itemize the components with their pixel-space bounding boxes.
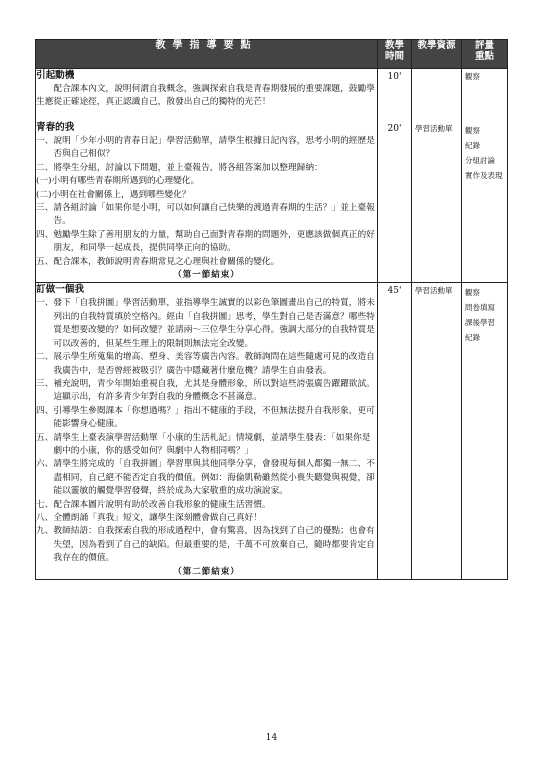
custom-self-item: 九、教師結語：自我探索自我的形成過程中，會有驚喜，因為找到了自己的優點；也會有失望，因為看到了自己的缺陷。但最重要的是，千萬不可放棄自己，隨時都要肯定自我存在的價值。 <box>36 526 375 564</box>
custom-self-item: 四、引導學生參閱課本「你想過嗎？」指出不健康的手段，不但無法提升自我形象，更可能影響身心健康。 <box>36 405 375 430</box>
period-two-content <box>36 283 378 580</box>
header-eval-line1: 評量 <box>474 40 494 51</box>
header-time-line1: 教學 <box>384 40 404 51</box>
period-one-end: （第一節結束） <box>173 270 240 281</box>
time-custom-self: 45' <box>387 286 402 297</box>
section-title-motivation: 引起動機 <box>36 70 75 81</box>
eval-custom-1: 觀察 <box>465 288 480 298</box>
eval-custom-3: 課後學習 <box>465 318 495 328</box>
period-one-content <box>36 69 378 283</box>
period-two-evaluation <box>462 283 508 580</box>
header-time <box>378 40 412 69</box>
eval-youth-1: 觀察 <box>465 126 480 135</box>
period-two-time <box>378 283 412 580</box>
header-time-line2: 時間 <box>384 51 404 62</box>
header-eval-line2: 重點 <box>474 51 494 62</box>
eval-youth-4: 實作及表現 <box>465 171 503 180</box>
youth-item: 五、配合課本，教師說明青春期常見之心理與社會關係的變化。 <box>36 256 280 267</box>
youth-item: 二、將學生分組，討論以下問題，並上臺報告，將各組答案加以整理歸納： <box>36 162 323 173</box>
youth-item: 三、請各組討論「如果你是小明，可以如何讓自己快樂的渡過青春期的生活？」並上臺報告。 <box>36 203 375 227</box>
youth-item: 一、說明「少年小明的青春日記」學習活動單，請學生根據日記內容，思考小明的經歷是否與自己相似？ <box>36 136 375 160</box>
custom-self-item: 一、發下「自我拼圖」學習活動單，並指導學生誠實的以彩色筆圖畫出自己的特質，將未列出的自我特質填於空格內。經由「自我拼圖」思考，學生對自己是否滿意？哪些特質是想要改變的？如何改變？並請兩～三位學生分享心得。強調大部分的自我特質是可以改善的，但某些生理上的限制則無法完全改變。 <box>36 298 375 349</box>
header-resources: 教學資源 <box>412 40 462 69</box>
youth-item: 四、勉勵學生除了善用朋友的力量，幫助自己面對青春期的問題外，更應該做個真正的好朋友，和同學一起成長，提供同學正向的協助。 <box>36 229 375 254</box>
custom-self-item: 七、配合課本圖片說明有助於改善自我形象的健康生活習慣。 <box>36 499 271 510</box>
period-one-evaluation <box>462 69 508 283</box>
header-teaching-points: 教學指導要點 <box>36 40 378 69</box>
section-title-custom-self: 訂做一個我 <box>36 284 84 296</box>
resource-worksheet: 學習活動單 <box>415 124 453 133</box>
period-one-time <box>378 69 412 283</box>
eval-custom-4: 紀錄 <box>465 333 480 343</box>
custom-self-item: 二、展示學生所蒐集的增高、塑身、美容等廣告內容。教師詢問在這些隨處可見的改造自我廣告中，是否曾經被吸引？廣告中隱藏著什麼危機？請學生自由發表。 <box>36 352 375 376</box>
time-youth: 20' <box>387 124 402 134</box>
period-two-end: （第二節結束） <box>173 566 240 577</box>
period-two-row <box>36 283 508 580</box>
time-motivation: 10' <box>387 72 402 82</box>
youth-subitem: (一)小明有哪些青春期所遇到的心理變化。 <box>36 176 200 187</box>
custom-self-item: 三、補充說明，青少年開始重視自我，尤其是身體形象，所以對這些誇張廣告躍躍欲試。這顯示出，有許多青少年對自我的身體概念不甚滿意。 <box>36 378 375 403</box>
period-one-resources <box>412 69 462 283</box>
lesson-plan-table <box>35 39 508 580</box>
resource-worksheet-2: 學習活動單 <box>415 286 453 296</box>
custom-self-item: 八、全體朗誦「真我」短文，讓學生深刻體會做自己真好！ <box>36 512 262 523</box>
youth-subitem: (二)小明在社會關係上，遇到哪些變化？ <box>36 189 191 200</box>
custom-self-item: 五、請學生上臺表演學習活動單「小康的生活札記」情境劇，並請學生發表：「如果你是劇中的小康，你的感受如何？與劇中人物相同嗎？」 <box>36 432 371 456</box>
period-one-row <box>36 69 508 283</box>
section-motivation <box>36 69 377 121</box>
eval-youth-3: 分組討論 <box>465 156 495 165</box>
custom-self-item: 六、請學生將完成的「自我拼圖」學習單與其他同學分享，會發現每個人都獨一無二、不盡相同，自己絕不能否定自我的價值。例如：海倫凱勒雖然從小喪失聽覺與視覺，卻能以靈敏的觸覺學習發聲，終於成為大家敬重的成功演說家。 <box>36 459 375 497</box>
page-number: 14 <box>265 733 278 743</box>
header-evaluation <box>462 40 508 69</box>
section-youth <box>36 121 377 282</box>
eval-custom-2: 問卷填寫 <box>465 303 495 313</box>
eval-youth-2: 紀錄 <box>465 141 480 150</box>
motivation-paragraph: 配合課本內文，說明何謂自我概念，強調探索自我是青春期發展的重要課題，鼓勵學生應從正確途徑，真正認識自己，散發出自己的獨特的光芒！ <box>36 84 375 108</box>
period-two-resources <box>412 283 462 580</box>
eval-motivation: 觀察 <box>465 72 480 81</box>
section-title-youth: 青春的我 <box>36 122 75 133</box>
